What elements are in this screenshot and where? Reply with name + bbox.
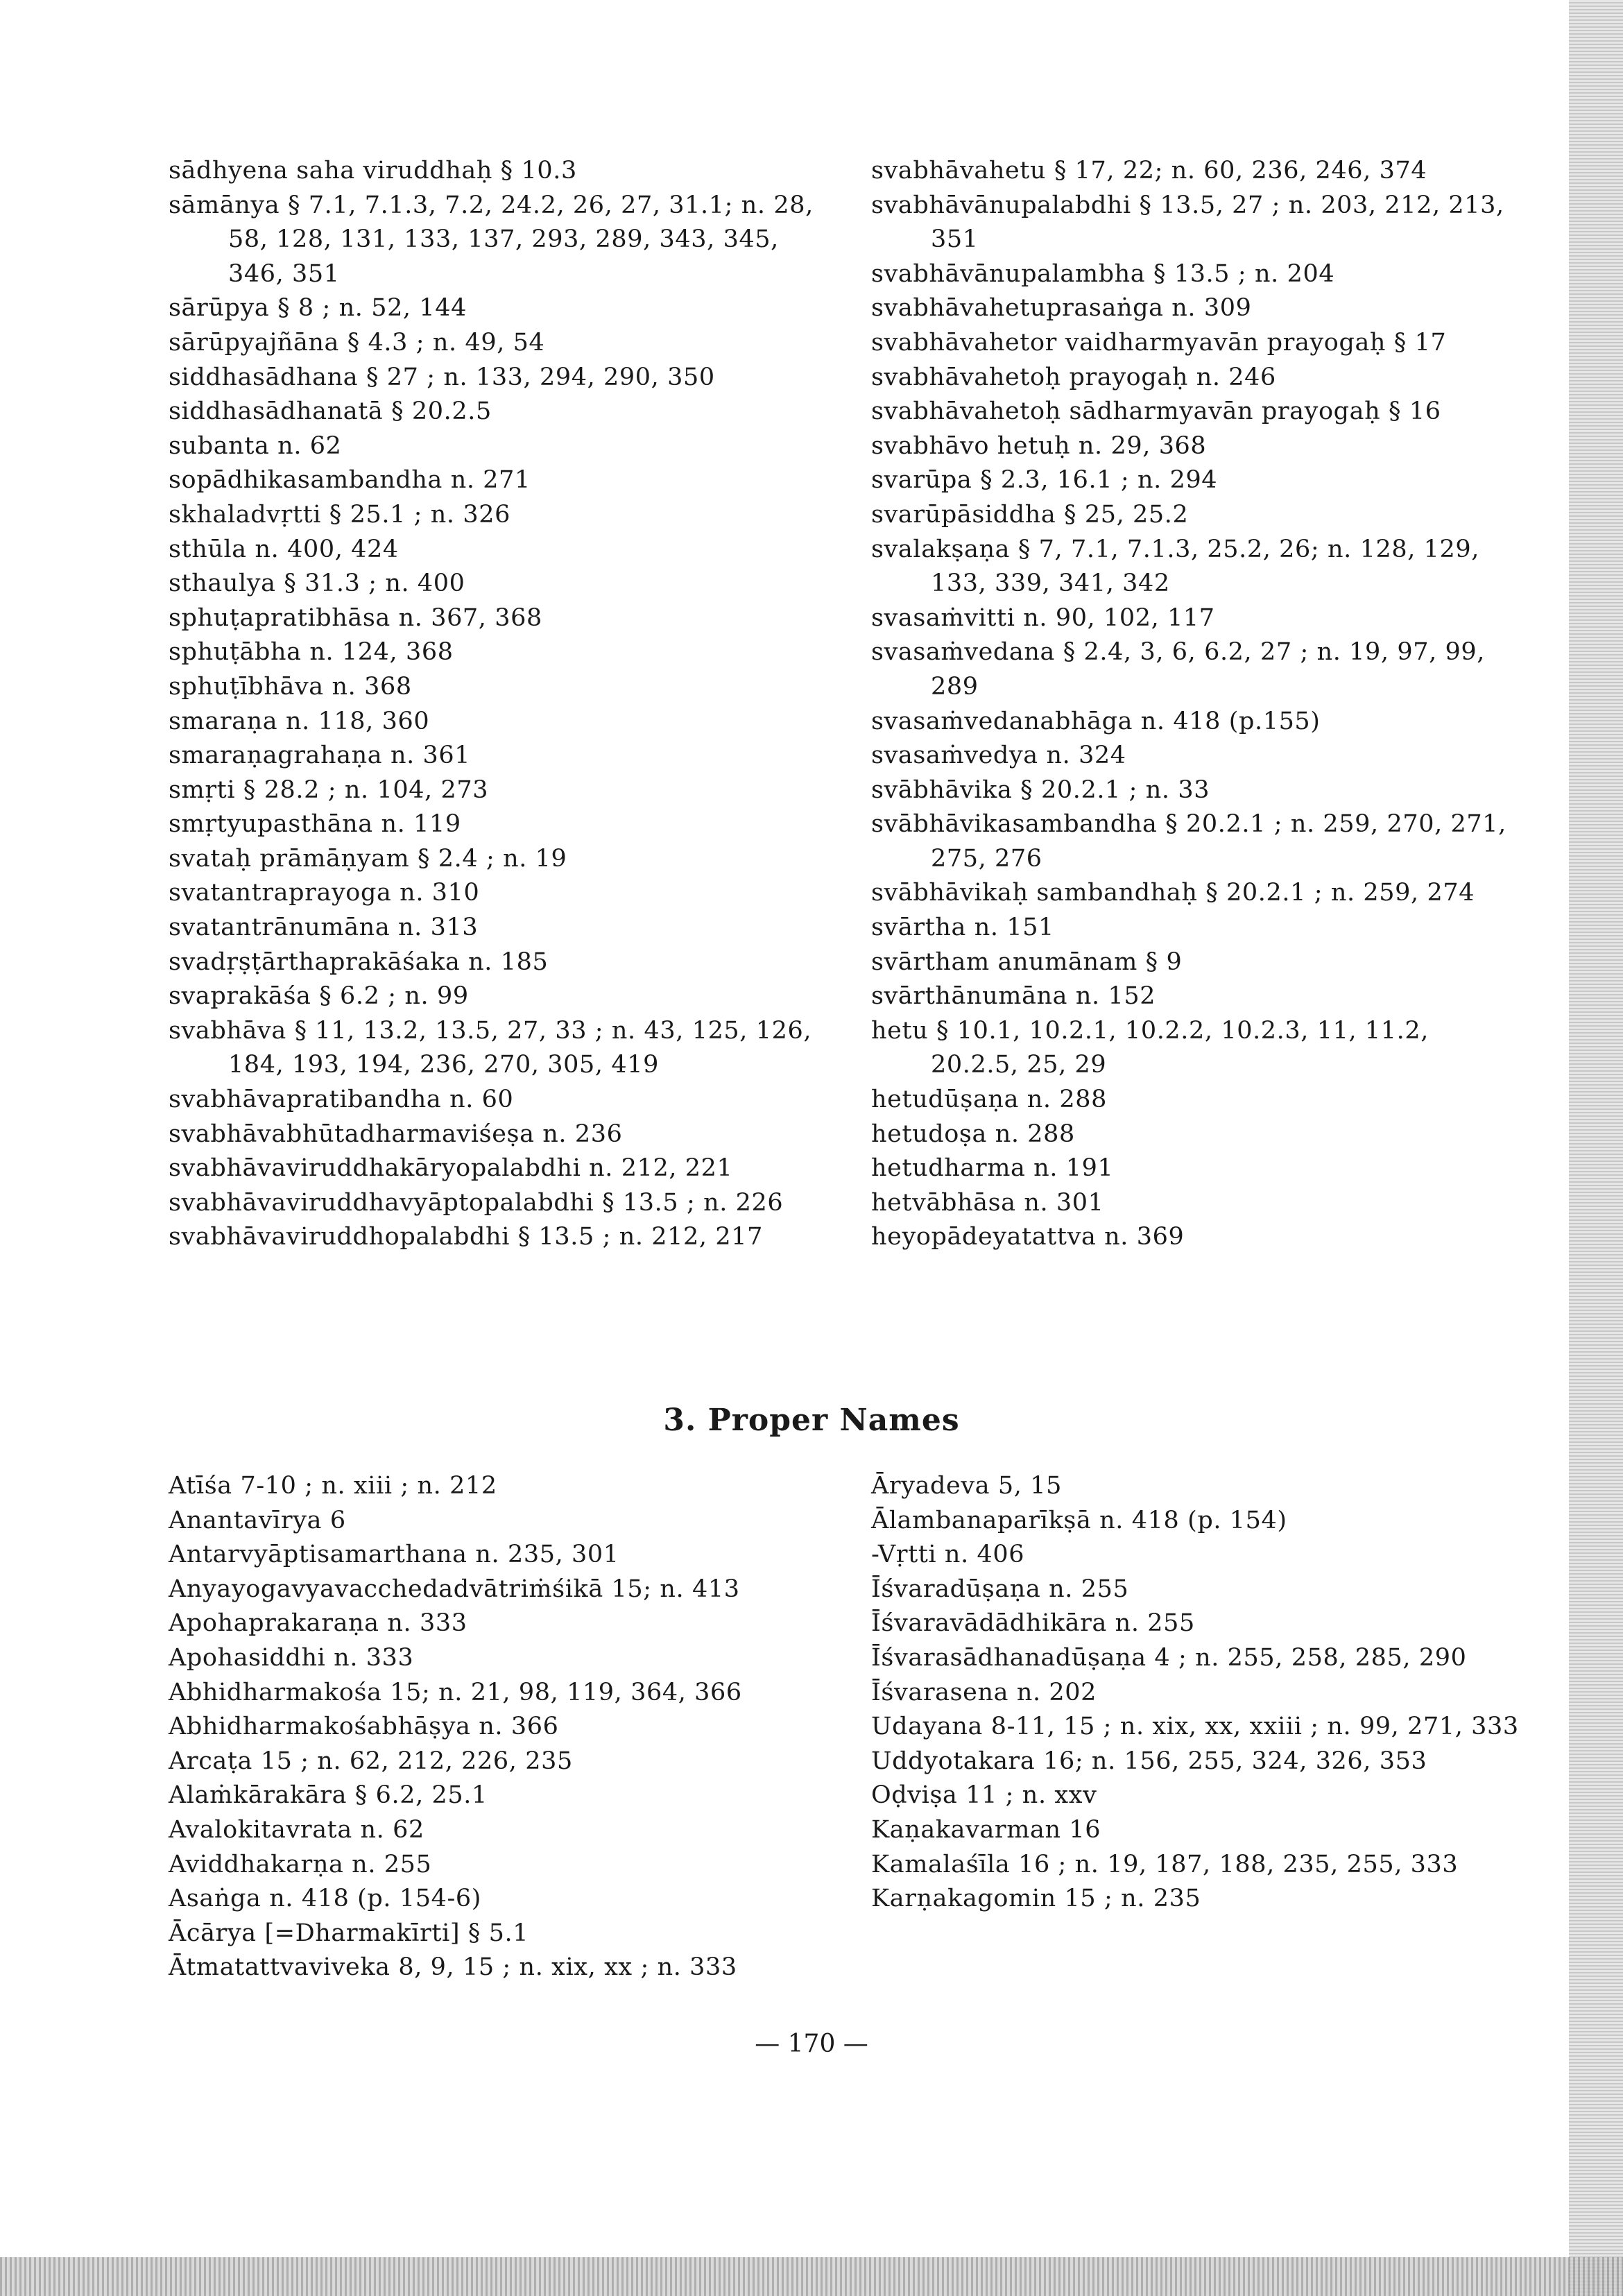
index-entry: Īśvaradūṣaṇa n. 255 [871, 1575, 1129, 1603]
index-entry: svabhāvaviruddhopalabdhi § 13.5 ; n. 212, 217 [169, 1223, 763, 1251]
index-entry: Ālambanaparīkṣā n. 418 (p. 154) [871, 1506, 1287, 1534]
index-entry: svabhāvaviruddhakāryopalabdhi n. 212, 221 [169, 1154, 733, 1183]
index-entry: sādhyena saha viruddhaḥ § 10.3 [169, 157, 577, 185]
index-entry: sphuṭībhāva n. 368 [169, 672, 412, 701]
index-entry: -Vṛtti n. 406 [871, 1541, 1025, 1569]
index-entry: svabhāvaviruddhavyāptopalabdhi § 13.5 ; n. 226 [169, 1188, 784, 1217]
index-entry: siddhasādhana § 27 ; n. 133, 294, 290, 350 [169, 363, 715, 391]
index-entry: svābhāvika § 20.2.1 ; n. 33 [871, 776, 1210, 804]
index-column-left-upper [169, 154, 827, 1255]
index-entry: svārthānumāna n. 152 [871, 982, 1156, 1011]
index-column-right-lower [871, 1469, 1523, 1917]
index-entry: svalakṣaṇa § 7, 7.1, 7.1.3, 25.2, 26; n. 128, 129, 133, 339, 341, 342 [871, 535, 1480, 598]
index-entry: hetudharma n. 191 [871, 1154, 1114, 1183]
index-entry: svābhāvikaḥ sambandhaḥ § 20.2.1 ; n. 259, 274 [871, 879, 1475, 907]
index-entry: svabhāvānupalabdhi § 13.5, 27 ; n. 203, 212, 213, 351 [871, 191, 1504, 254]
index-entry: Antarvyāptisamarthana n. 235, 301 [169, 1541, 619, 1569]
index-entry: hetu § 10.1, 10.2.1, 10.2.2, 10.2.3, 11, 11.2, 20.2.5, 25, 29 [871, 1016, 1429, 1079]
index-entry: Īśvaravādādhikāra n. 255 [871, 1609, 1195, 1638]
index-entry: Īśvarasena n. 202 [871, 1678, 1097, 1706]
index-entry: Kaṇakavarman 16 [871, 1815, 1101, 1844]
index-entry: Asaṅga n. 418 (p. 154-6) [169, 1885, 482, 1913]
index-entry: svabhāvahetuprasaṅga n. 309 [871, 294, 1252, 323]
scan-edge-right [1569, 0, 1623, 2296]
index-entry: subanta n. 62 [169, 431, 342, 460]
index-entry: svabhāvahetoḥ prayogaḥ n. 246 [871, 363, 1276, 391]
index-entry: svabhāvabhūtadharmaviśeṣa n. 236 [169, 1120, 623, 1148]
index-entry: Abhidharmakośabhāṣya n. 366 [169, 1713, 559, 1741]
scan-edge-bottom [0, 2257, 1623, 2296]
index-column-left-lower [169, 1469, 827, 1985]
index-entry: svabhāvānupalambha § 13.5 ; n. 204 [871, 259, 1335, 288]
index-entry: Apohasiddhi n. 333 [169, 1643, 414, 1672]
index-entry: svarūpāsiddha § 25, 25.2 [871, 500, 1189, 529]
index-entry: svasaṁvedya n. 324 [871, 742, 1126, 770]
index-entry: sthūla n. 400, 424 [169, 535, 399, 563]
index-entry: Avalokitavrata n. 62 [169, 1815, 424, 1844]
index-entry: smaraṇa n. 118, 360 [169, 707, 430, 735]
index-entry: svārtham anumānam § 9 [871, 948, 1183, 976]
index-entry: Arcaṭa 15 ; n. 62, 212, 226, 235 [169, 1747, 573, 1775]
section-heading: 3. Proper Names [663, 1403, 960, 1438]
index-entry: svarūpa § 2.3, 16.1 ; n. 294 [871, 466, 1218, 495]
index-entry: hetudūṣaṇa n. 288 [871, 1086, 1107, 1114]
index-entry: Aviddhakarṇa n. 255 [169, 1850, 432, 1878]
index-entry: Ācārya [=Dharmakīrti] § 5.1 [169, 1919, 529, 1947]
index-entry: sphuṭābha n. 124, 368 [169, 638, 454, 667]
index-entry: svabhāvo hetuḥ n. 29, 368 [871, 431, 1207, 460]
index-entry: Āryadeva 5, 15 [871, 1472, 1062, 1500]
index-entry: Oḍviṣa 11 ; n. xxv [871, 1781, 1097, 1810]
index-entry: svabhāvahetor vaidharmyavān prayogaḥ § 17 [871, 328, 1447, 357]
index-entry: svadṛṣṭārthaprakāśaka n. 185 [169, 948, 549, 976]
index-entry: svasaṁvedana § 2.4, 3, 6, 6.2, 27 ; n. 19, 97, 99, 289 [871, 638, 1486, 701]
index-entry: heyopādeyatattva n. 369 [871, 1223, 1185, 1251]
index-entry: Kamalaśīla 16 ; n. 19, 187, 188, 235, 255, 333 [871, 1850, 1459, 1878]
index-entry: svasaṁvedanabhāga n. 418 (p.155) [871, 707, 1321, 735]
index-entry: sārūpyajñāna § 4.3 ; n. 49, 54 [169, 328, 545, 357]
index-entry: Karṇakagomin 15 ; n. 235 [871, 1885, 1201, 1913]
index-entry: sopādhikasambandha n. 271 [169, 466, 531, 495]
index-entry: Anyayogavyavacchedadvātriṁśikā 15; n. 413 [169, 1575, 740, 1603]
index-entry: smṛti § 28.2 ; n. 104, 273 [169, 776, 489, 804]
index-entry: Abhidharmakośa 15; n. 21, 98, 119, 364, 366 [169, 1678, 742, 1706]
index-entry: smṛtyupasthāna n. 119 [169, 810, 461, 839]
index-entry: Apohaprakaraṇa n. 333 [169, 1609, 467, 1638]
index-entry: Ātmatattvaviveka 8, 9, 15 ; n. xix, xx ; n. 333 [169, 1953, 737, 1982]
index-entry: hetvābhāsa n. 301 [871, 1188, 1104, 1217]
index-entry: Anantavīrya 6 [169, 1506, 346, 1534]
index-entry: sārūpya § 8 ; n. 52, 144 [169, 294, 467, 323]
index-entry: Uddyotakara 16; n. 156, 255, 324, 326, 353 [871, 1747, 1427, 1775]
index-column-right-upper [871, 154, 1523, 1255]
index-entry: smaraṇagrahaṇa n. 361 [169, 742, 471, 770]
index-entry: svatantrānumāna n. 313 [169, 914, 479, 942]
index-entry: Atīśa 7-10 ; n. xiii ; n. 212 [169, 1472, 497, 1500]
index-entry: svasaṁvitti n. 90, 102, 117 [871, 603, 1215, 632]
index-entry: skhaladvṛtti § 25.1 ; n. 326 [169, 500, 510, 529]
index-entry: svaprakāśa § 6.2 ; n. 99 [169, 982, 469, 1011]
index-entry: svataḥ prāmāṇyam § 2.4 ; n. 19 [169, 844, 567, 873]
index-entry: sphuṭapratibhāsa n. 367, 368 [169, 603, 542, 632]
index-entry: svatantraprayoga n. 310 [169, 879, 480, 907]
page-number: — 170 — [755, 2030, 868, 2058]
index-entry: Alaṁkārakāra § 6.2, 25.1 [169, 1781, 488, 1810]
index-entry: Udayana 8-11, 15 ; n. xix, xx, xxiii ; n. 99, 271, 333 [871, 1713, 1519, 1741]
index-entry: svārtha n. 151 [871, 914, 1054, 942]
index-entry: svabhāvapratibandha n. 60 [169, 1086, 514, 1114]
index-entry: sāmānya § 7.1, 7.1.3, 7.2, 24.2, 26, 27, 31.1; n. 28, 58, 128, 131, 133, 137, 293, 289, 343, 345, 346, 351 [169, 191, 814, 288]
index-entry: svabhāvahetu § 17, 22; n. 60, 236, 246, 374 [871, 157, 1427, 185]
index-entry: siddhasādhanatā § 20.2.5 [169, 397, 492, 426]
index-entry: svabhāvahetoḥ sādharmyavān prayogaḥ § 16 [871, 397, 1441, 426]
index-entry: Īśvarasādhanadūṣaṇa 4 ; n. 255, 258, 285, 290 [871, 1643, 1467, 1672]
index-entry: svābhāvikasambandha § 20.2.1 ; n. 259, 270, 271, 275, 276 [871, 810, 1506, 873]
index-entry: svabhāva § 11, 13.2, 13.5, 27, 33 ; n. 43, 125, 126, 184, 193, 194, 236, 270, 305, 419 [169, 1016, 812, 1079]
index-entry: sthaulya § 31.3 ; n. 400 [169, 569, 465, 598]
index-entry: hetudoṣa n. 288 [871, 1120, 1075, 1148]
